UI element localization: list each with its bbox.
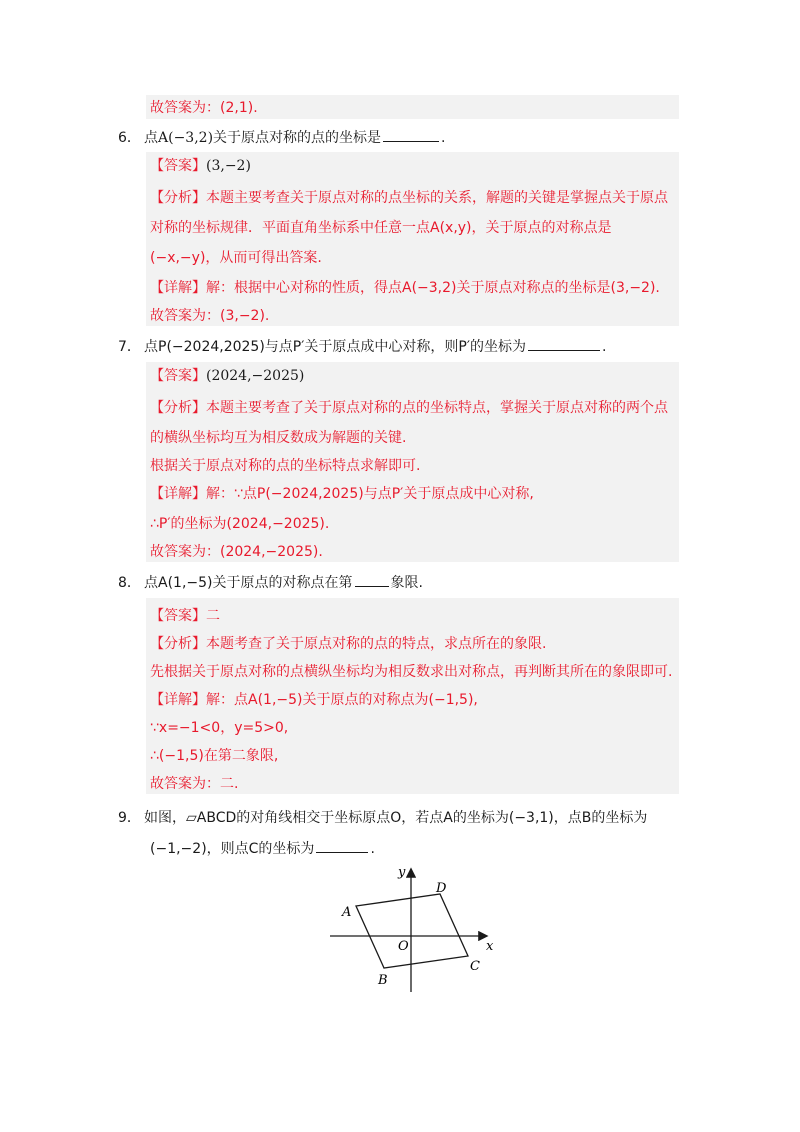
question-6: 6． 点A(−3,2)关于原点对称的点的坐标是 . xyxy=(118,127,678,148)
analysis-tag: 【分析】 xyxy=(150,190,206,206)
label-a: A xyxy=(342,905,352,920)
question-9: 9． 如图，▱ABCD的对角线相交于坐标原点O，若点A的坐标为(−3,1)，点B的坐标为 xyxy=(118,810,648,826)
analysis-tag: 【分析】 xyxy=(150,636,206,652)
question-9-line2: (−1,−2)，则点C的坐标为 . xyxy=(150,838,375,859)
q8-conclusion: 故答案为：二. xyxy=(150,776,239,792)
detail-tag: 【详解】 xyxy=(150,280,206,296)
detail-tag: 【详解】 xyxy=(150,486,206,502)
question-number: 8． xyxy=(118,575,141,591)
q6-answer: 【答案】(3,−2) xyxy=(150,158,251,174)
q8-answer: 【答案】二 xyxy=(150,608,220,624)
answer-blank xyxy=(528,336,600,351)
q6-detail: 【详解】解：根据中心对称的性质，得点A(−3,2)关于原点对称点的坐标是(3,−2). xyxy=(150,280,660,296)
q7-answer: 【答案】(2024,−2025) xyxy=(150,368,305,384)
label-d: D xyxy=(436,881,447,896)
q6-analysis-line2: 对称的坐标规律．平面直角坐标系中任意一点A(x,y)，关于原点的对称点是 xyxy=(150,220,612,236)
q6-conclusion: 故答案为：(3,−2). xyxy=(150,308,270,324)
question-number: 6． xyxy=(118,130,141,146)
question-number: 7． xyxy=(118,339,141,355)
q7-conclusion: 故答案为：(2024,−2025). xyxy=(150,544,323,560)
answer-blank xyxy=(355,572,389,587)
label-c: C xyxy=(470,959,480,974)
detail-tag: 【详解】 xyxy=(150,692,206,708)
parallelogram-abcd xyxy=(356,894,468,968)
q7-detail: 【详解】解：∵点P(−2024,2025)与点P′关于原点成中心对称, xyxy=(150,486,534,502)
label-x: x xyxy=(486,939,494,954)
label-y: y xyxy=(398,865,406,880)
question-7: 7． 点P(−2024,2025)与点P′关于原点成中心对称，则P′的坐标为 . xyxy=(118,336,678,357)
q6-analysis: 【分析】本题主要考查关于原点对称的点坐标的关系，解题的关键是掌握点关于原点 xyxy=(150,190,668,206)
q5-conclusion: 故答案为：(2,1). xyxy=(150,100,258,116)
analysis-tag: 【分析】 xyxy=(150,400,206,416)
answer-blank xyxy=(316,838,368,853)
label-o: O xyxy=(398,939,409,954)
answer-blank xyxy=(383,127,439,142)
answer-tag: 【答案】 xyxy=(150,368,206,384)
q7-analysis-line3: 根据关于原点对称的点的坐标特点求解即可. xyxy=(150,458,421,474)
q7-detail-line2: ∴P′的坐标为(2024,−2025). xyxy=(150,516,330,532)
question-8: 8． 点A(1,−5)关于原点的对称点在第 象限. xyxy=(118,572,678,593)
q6-analysis-line3: (−x,−y)，从而可得出答案. xyxy=(150,250,322,266)
parallelogram-figure xyxy=(326,864,506,998)
label-b: B xyxy=(378,973,388,988)
q8-analysis: 【分析】本题考查了关于原点对称的点的特点，求点所在的象限. xyxy=(150,636,547,652)
answer-tag: 【答案】 xyxy=(150,608,206,624)
q7-analysis: 【分析】本题主要考查了关于原点对称的点的坐标特点，掌握关于原点对称的两个点 xyxy=(150,400,668,416)
q7-analysis-line2: 的横纵坐标均互为相反数成为解题的关键. xyxy=(150,430,407,446)
q8-detail: 【详解】解：点A(1,−5)关于原点的对称点为(−1,5), xyxy=(150,692,478,708)
question-number: 9． xyxy=(118,810,141,826)
solution-box-q6 xyxy=(146,152,679,326)
q8-detail-line2: ∵x=−1<0，y=5>0, xyxy=(150,720,289,736)
answer-tag: 【答案】 xyxy=(150,158,206,174)
q8-analysis-line2: 先根据关于原点对称的点横纵坐标均为相反数求出对称点，再判断其所在的象限即可. xyxy=(150,664,673,680)
q8-detail-line3: ∴(−1,5)在第二象限, xyxy=(150,748,279,764)
